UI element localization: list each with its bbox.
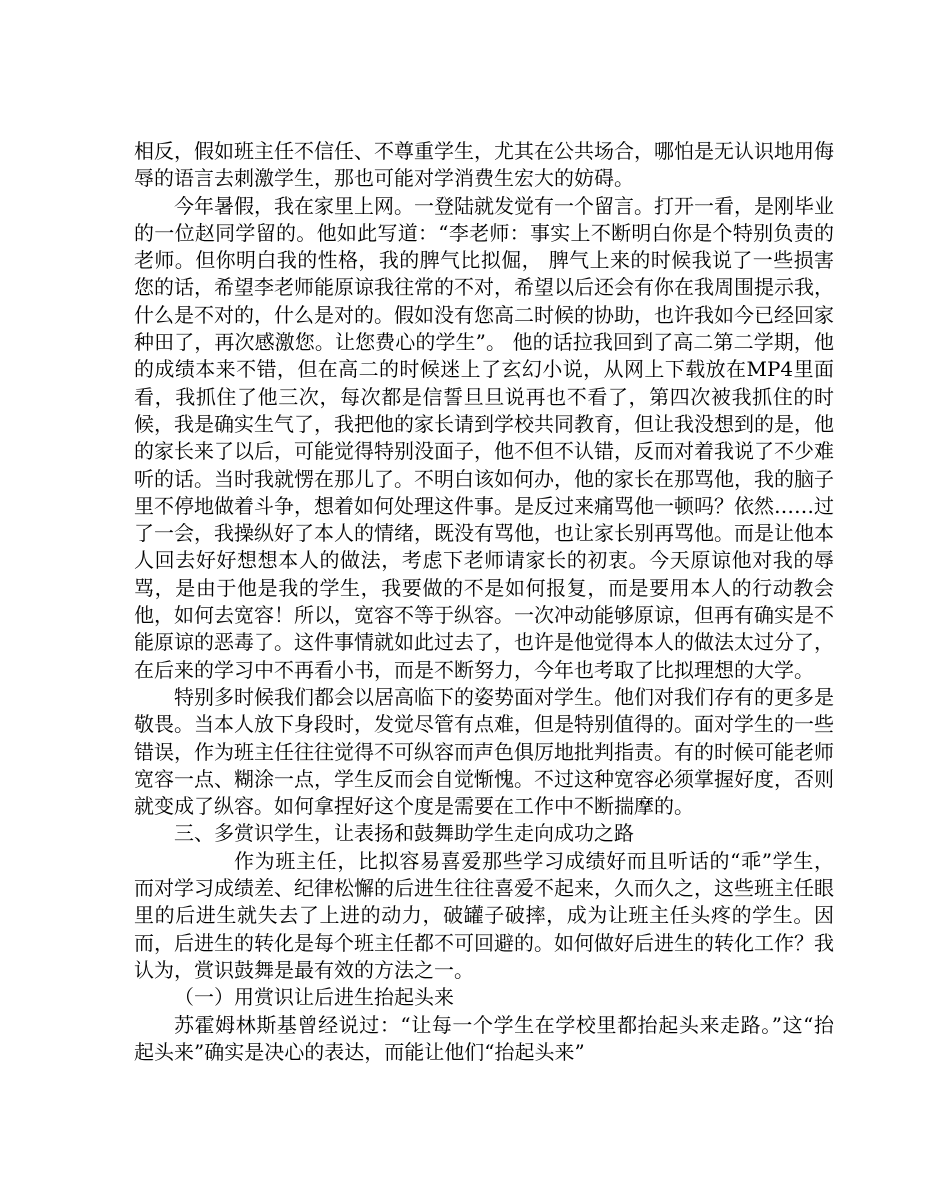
section-heading-three: 三、多赏识学生，让表扬和鼓舞助学生走向成功之路 (174, 821, 634, 846)
paragraph-section-three-intro: 作为班主任，比拟容易喜爱那些学习成绩好而且听话的“乖”学生，而对学习成绩差、纪律松懈的后进生往往喜爱不起来，久而久之，这些班主任眼里的后进生就失去了上进的动力，破罐子破摔，成为让班主任头疼的学生。因而，后进生的转化是每个班主任都不可回避的。如何做好后进生的转化工作？我认为，赏识鼓舞是最有效的方法之一。 (134, 848, 834, 982)
document-body (134, 138, 834, 1066)
subsection-heading-one: （一）用赏识让后进生抬起头来 (174, 985, 454, 1010)
paragraph-reflection: 特别多时候我们都会以居高临下的姿势面对学生。他们对我们存有的更多是敬畏。当本人放下身段时，发觉尽管有点难，但是特别值得的。面对学生的一些错误，作为班主任往往觉得不可纵容而声色俱厉地批判指责。有的时候可能老师宽容一点、糊涂一点，学生反而会自觉惭愧。不过这种宽容必须掌握好度，否则就变成了纵容。如何拿捏好这个度是需要在工作中不断揣摩的。 (134, 684, 834, 819)
paragraph-student-story: 今年暑假，我在家里上网。一登陆就发觉有一个留言。打开一看，是刚毕业的一位赵同学留的。他如此写道：“李老师：事实上不断明白你是个特别负责的老师。但你明白我的性格，我的脾气比拟倔， 脾气上来的时候我说了一些损害您的话，希望李老师能原谅我往常的不对，希望以后还会有你在我周围提示我，什么是不对的，什么是对的。假如没有您高二时候的协助，也许我如今已经回家种田了，再次感激您。让您费心的学生”。 他的话拉我回到了高二第二学期，他的成绩本来不错，但在高二的时候迷上了玄幻小说，从网上下载放在MP4里面看，我抓住了他三次，每次都是信誓旦旦说再也不看了，第四次被我抓住的时候，我是确实生气了，我把他的家长请到学校共同教育，但让我没想到的是，他的家长来了以后，可能觉得特别没面子，他不但不认错，反而对着我说了不少难听的话。当时我就愣在那儿了。不明白该如何办，他的家长在那骂他，我的脑子里不停地做着斗争，想着如何处理这件事。是反过来痛骂他一顿吗？依然……过了一会，我操纵好了本人的情绪，既没有骂他，也让家长别再骂他。而是让他本人回去好好想想本人的做法，考虑下老师请家长的初衷。今天原谅他对我的辱骂，是由于他是我的学生，我要做的不是如何报复，而是要用本人的行动教会他，如何去宽容！所以，宽容不等于纵容。一次冲动能够原谅，但再有确实是不能原谅的恶毒了。这件事情就如此过去了，也许是他觉得本人的做法太过分了，在后来的学习中不再看小书，而是不断努力，今年也考取了比拟理想的大学。 (134, 193, 834, 682)
paragraph-intro-continuation: 相反，假如班主任不信任、不尊重学生，尤其在公共场合，哪怕是无认识地用侮辱的语言去刺激学生，那也可能对学消费生宏大的妨碍。 (134, 139, 834, 191)
paragraph-quote-sukhomlinsky: 苏霍姆林斯基曾经说过：“让每一个学生在学校里都抬起头来走路。”这“抬起头来”确实是决心的表达，而能让他们“抬起头来” (134, 1012, 834, 1064)
